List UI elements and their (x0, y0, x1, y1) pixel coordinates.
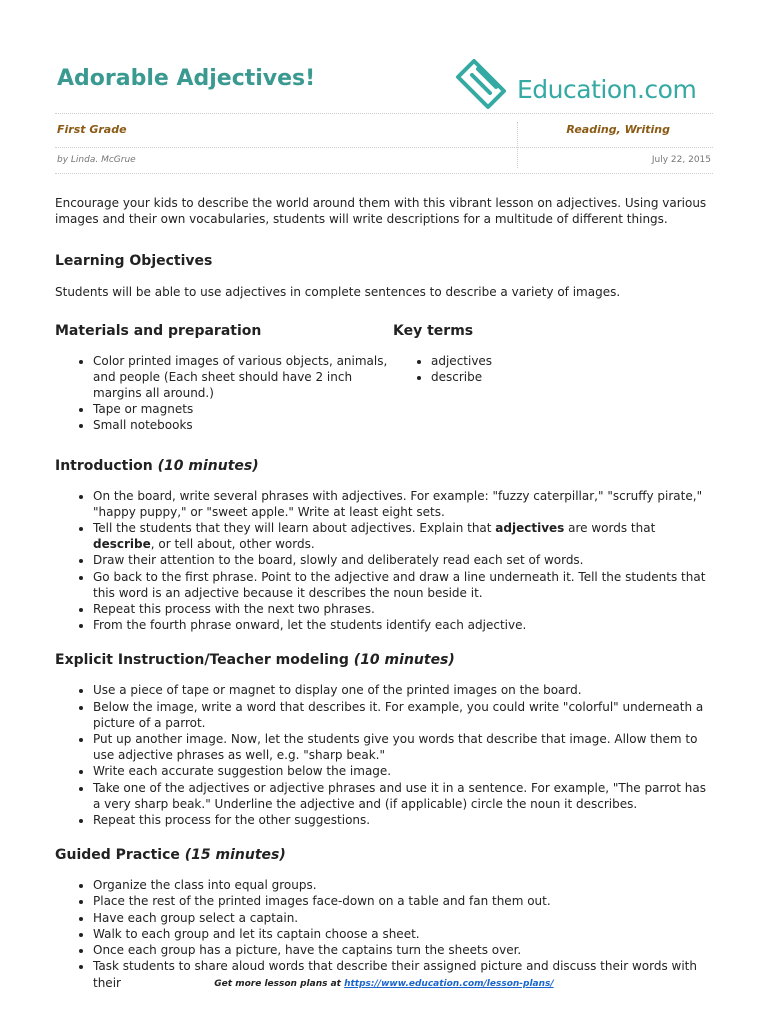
materials-column (55, 323, 393, 434)
date-label: July 22, 2015 (651, 155, 711, 165)
list-item: • adjectives (431, 353, 693, 369)
introduction-heading (55, 458, 715, 475)
divider (55, 147, 713, 148)
duration: (15 minutes) (184, 847, 286, 864)
divider (55, 173, 713, 174)
list-item: • Once each group has a picture, have the captains turn the sheets over. (93, 942, 715, 958)
keyterms-list (393, 353, 693, 385)
list-item: • Draw their attention to the board, slowly and deliberately read each set of words. (93, 552, 715, 568)
materials-keyterms-row (55, 323, 715, 434)
divider-vertical (517, 122, 518, 168)
introduction-section (55, 458, 715, 634)
grade-label: First Grade (57, 123, 127, 136)
list-item: • From the fourth phrase onward, let the students identify each adjective. (93, 617, 715, 633)
lesson-body (55, 195, 715, 991)
explicit-heading (55, 652, 715, 669)
list-item: • Go back to the first phrase. Point to the adjective and draw a line underneath it. Tell the students that this word is an adjective because it describes the noun beside it. (93, 569, 715, 601)
text-run: Tell the students that they will learn about adjectives. Explain that (93, 521, 496, 536)
explicit-section (55, 652, 715, 828)
objectives-text: Students will be able to use adjectives in complete sentences to describe a variety of images. (55, 285, 621, 300)
duration: (10 minutes) (157, 457, 259, 474)
list-item: • Below the image, write a word that describes it. For example, you could write "colorful" underneath a picture of a parrot. (93, 699, 715, 731)
keyterms-column (393, 323, 693, 434)
footer (0, 979, 768, 989)
list-item: • Use a piece of tape or magnet to display one of the printed images on the board. (93, 682, 715, 698)
materials-list (55, 353, 393, 434)
materials-heading: Materials and preparation (55, 322, 262, 339)
objectives-heading: Learning Objectives (55, 253, 213, 270)
intro-paragraph: Encourage your kids to describe the world around them with this vibrant lesson on adjectives. Using various images and their own vocabularies, students will write descriptions for a multitude of different things. (55, 196, 707, 227)
list-item: • Organize the class into equal groups. (93, 877, 715, 893)
subject-label: Reading, Writing (566, 123, 670, 136)
explicit-list (55, 682, 715, 828)
list-item: • Repeat this process for the other suggestions. (93, 812, 715, 828)
list-item: • describe (431, 369, 693, 385)
author-label: by Linda. McGrue (57, 155, 136, 165)
guided-heading (55, 847, 715, 864)
guided-section (55, 847, 715, 990)
list-item: • Tape or magnets (93, 401, 393, 417)
list-item: • Walk to each group and let its captain choose a sheet. (93, 926, 715, 942)
education-com-logo[interactable] (454, 57, 714, 113)
text-run: are words that (564, 521, 656, 536)
logo-wordmark: Education.com (517, 75, 697, 104)
text-run: , or tell about, other words. (150, 537, 315, 552)
section-title: Introduction (55, 457, 153, 474)
divider (55, 113, 713, 114)
list-item: • Put up another image. Now, let the students give you words that describe that image. Allow them to use adjective phrases as well, e.g. "sharp beak." (93, 731, 715, 763)
list-item: • Place the rest of the printed images face-down on a table and fan them out. (93, 893, 715, 909)
logo-icon (454, 57, 514, 113)
list-item: • On the board, write several phrases with adjectives. For example: "fuzzy caterpillar," "scruffy pirate," "happy puppy," or "sweet apple." Write at least eight sets. (93, 488, 715, 520)
lesson-plans-link[interactable]: https://www.education.com/lesson-plans/ (344, 979, 554, 989)
keyterms-heading: Key terms (393, 322, 474, 339)
list-item: • Task students to share aloud words that describe their assigned picture and discuss their words with their (93, 958, 715, 990)
lesson-title: Adorable Adjectives! (57, 66, 316, 91)
list-item: • Small notebooks (93, 417, 393, 433)
bold-term: describe (93, 537, 151, 552)
list-item: • Take one of the adjectives or adjective phrases and use it in a sentence. For example, "The parrot has a very sharp beak." Underline the adjective and (if applicable) circle the noun it describes. (93, 780, 715, 812)
introduction-list (55, 488, 715, 634)
list-item (93, 520, 715, 552)
guided-list (55, 877, 715, 990)
list-item: • Repeat this process with the next two phrases. (93, 601, 715, 617)
list-item: • Have each group select a captain. (93, 910, 715, 926)
section-title: Explicit Instruction/Teacher modeling (55, 652, 349, 669)
duration: (10 minutes) (353, 652, 455, 669)
list-item: • Color printed images of various objects, animals, and people (Each sheet should have 2 inch margins all around.) (93, 353, 393, 402)
list-item: • Write each accurate suggestion below the image. (93, 763, 715, 779)
bold-term: adjectives (495, 521, 565, 536)
section-title: Guided Practice (55, 847, 180, 864)
footer-prefix: Get more lesson plans at (214, 979, 345, 989)
